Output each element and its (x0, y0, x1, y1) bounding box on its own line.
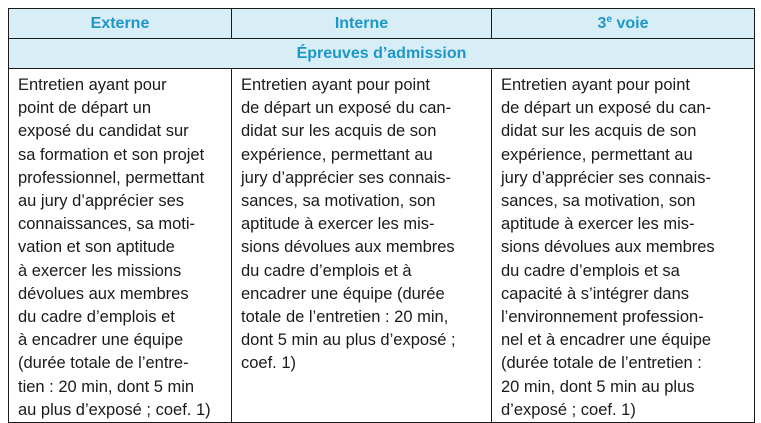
column-header-externe (9, 9, 232, 39)
section-header-row (9, 39, 755, 69)
column-header-superscript: e (606, 13, 612, 25)
column-header-label: 3 (597, 14, 607, 32)
column-header-label: Externe (90, 14, 150, 32)
column-header-interne (232, 9, 492, 39)
column-header-suffix: voie (612, 14, 649, 32)
cell-externe: Entretien ayant pour point de départ un exposé du candidat sur sa formation et son projet professionnel, permettant au jury d’apprécier ses connaissances, sa moti- vation et son aptitude à exercer les missions dévolues aux membres du cadre d’emplois et à encadrer une équipe (durée totale de l’entre- tien : 20 min, dont 5 min au plus d’exposé ; coef. 1) (9, 69, 232, 423)
column-header-row (9, 9, 755, 39)
column-header-label: Interne (334, 14, 389, 32)
cell-interne: Entretien ayant pour point de départ un exposé du can- didat sur les acquis de son expérience, permettant au jury d’apprécier ses connais- sances, sa motivation, son aptitude à exercer les mis- sions dévolues aux membres du cadre d’emplois et à encadrer une équipe (durée totale de l’entretien : 20 min, dont 5 min au plus d’exposé ; coef. 1) (232, 69, 492, 423)
section-title (9, 39, 755, 69)
admission-exams-table (8, 8, 755, 423)
section-title-text: Épreuves d’admission (296, 44, 467, 62)
cell-3e-voie: Entretien ayant pour point de départ un exposé du can- didat sur les acquis de son expérience, permettant au jury d’apprécier ses connais- sances, sa motivation, son aptitude à exercer les mis- sions dévolues aux membres du cadre d’emplois et sa capacité à s’intégrer dans l’environnement profession- nel et à encadrer une équipe (durée totale de l’entretien : 20 min, dont 5 min au plus d’exposé ; coef. 1) (492, 69, 755, 423)
table-row (9, 69, 755, 423)
column-header-3e-voie (492, 9, 755, 39)
